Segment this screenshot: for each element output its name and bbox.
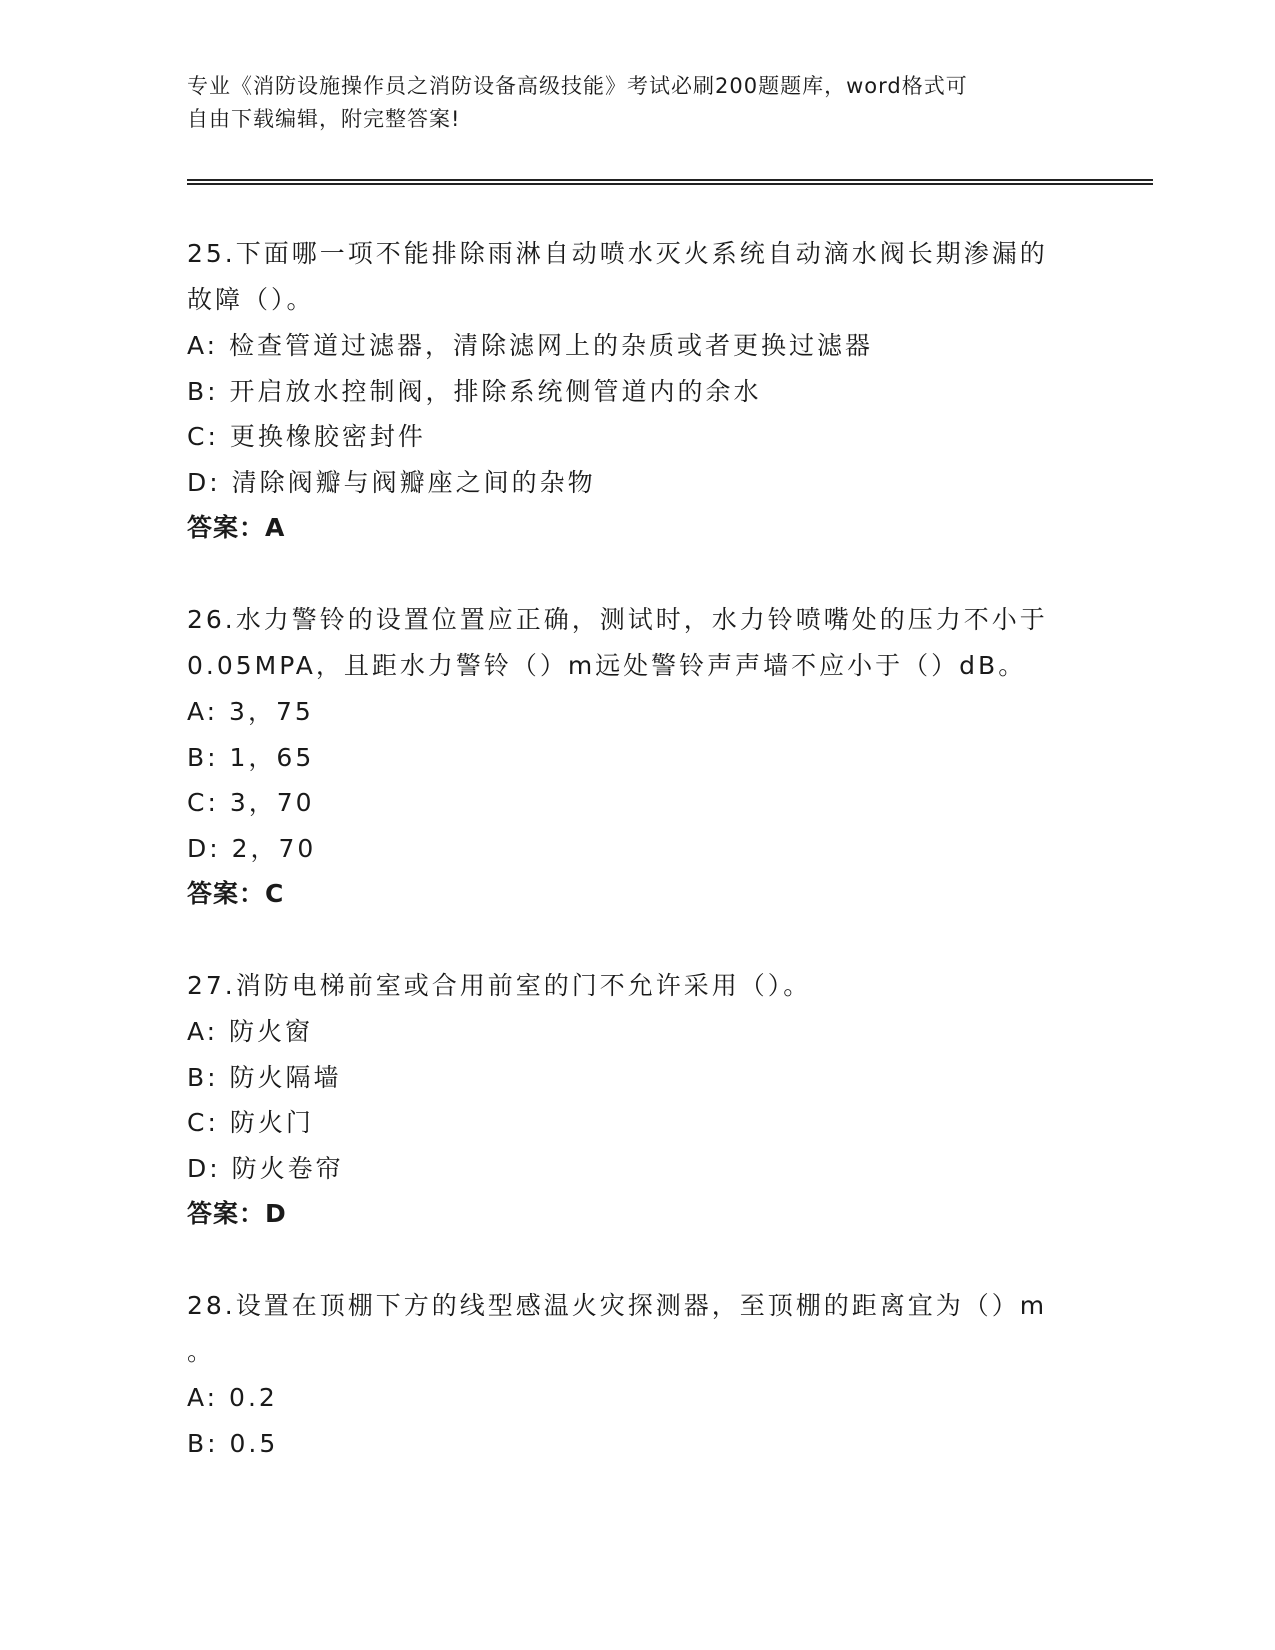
- option-d: D: 2，70: [187, 833, 317, 863]
- header-line-2: 自由下载编辑，附完整答案!: [187, 107, 461, 131]
- question-25: [187, 231, 1087, 551]
- option-c: C: 防火门: [187, 1108, 314, 1137]
- question-stem: [187, 963, 1087, 1009]
- option-b: B: 1，65: [187, 742, 315, 772]
- answer: 答案：A: [187, 513, 286, 542]
- question-28: [187, 1283, 1087, 1466]
- question-stem: [187, 597, 1087, 689]
- option-b: B: 0.5: [187, 1428, 279, 1458]
- option-a: A: 3，75: [187, 697, 314, 726]
- question-stem-line: 26.水力警铃的设置位置应正确，测试时，水力铃喷嘴处的压力不小于: [187, 605, 1048, 634]
- question-27: [187, 963, 1087, 1237]
- question-stem-line: 0.05MPA，且距水力警铃（）m远处警铃声声墙不应小于（）dB。: [187, 651, 1027, 680]
- answer: 答案：C: [187, 879, 285, 908]
- answer: 答案：D: [187, 1199, 287, 1228]
- header-line-1: 专业《消防设施操作员之消防设备高级技能》考试必刷200题题库，word格式可: [187, 74, 968, 98]
- question-26: [187, 597, 1087, 917]
- option-a: A: 检查管道过滤器，清除滤网上的杂质或者更换过滤器: [187, 331, 874, 360]
- question-list: [187, 231, 1087, 1512]
- question-stem: [187, 1283, 1087, 1375]
- document-header: [187, 70, 1067, 136]
- question-stem-line: 。: [187, 1337, 216, 1366]
- option-b: B: 防火隔墙: [187, 1062, 342, 1092]
- option-a: A: 0.2: [187, 1383, 278, 1412]
- question-stem-line: 27.消防电梯前室或合用前室的门不允许采用（）。: [187, 971, 812, 1000]
- option-c: C: 更换橡胶密封件: [187, 422, 426, 451]
- question-stem-line: 25.下面哪一项不能排除雨淋自动喷水灭火系统自动滴水阀长期渗漏的: [187, 239, 1048, 268]
- header-divider: [187, 179, 1153, 185]
- option-d: D: 防火卷帘: [187, 1153, 344, 1183]
- option-a: A: 防火窗: [187, 1017, 314, 1046]
- option-b: B: 开启放水控制阀，排除系统侧管道内的余水: [187, 376, 762, 406]
- question-stem: [187, 231, 1087, 323]
- option-d: D: 清除阀瓣与阀瓣座之间的杂物: [187, 467, 596, 497]
- option-c: C: 3，70: [187, 788, 315, 817]
- question-stem-line: 故障（）。: [187, 285, 315, 314]
- question-stem-line: 28.设置在顶棚下方的线型感温火灾探测器，至顶棚的距离宜为（）m: [187, 1291, 1048, 1320]
